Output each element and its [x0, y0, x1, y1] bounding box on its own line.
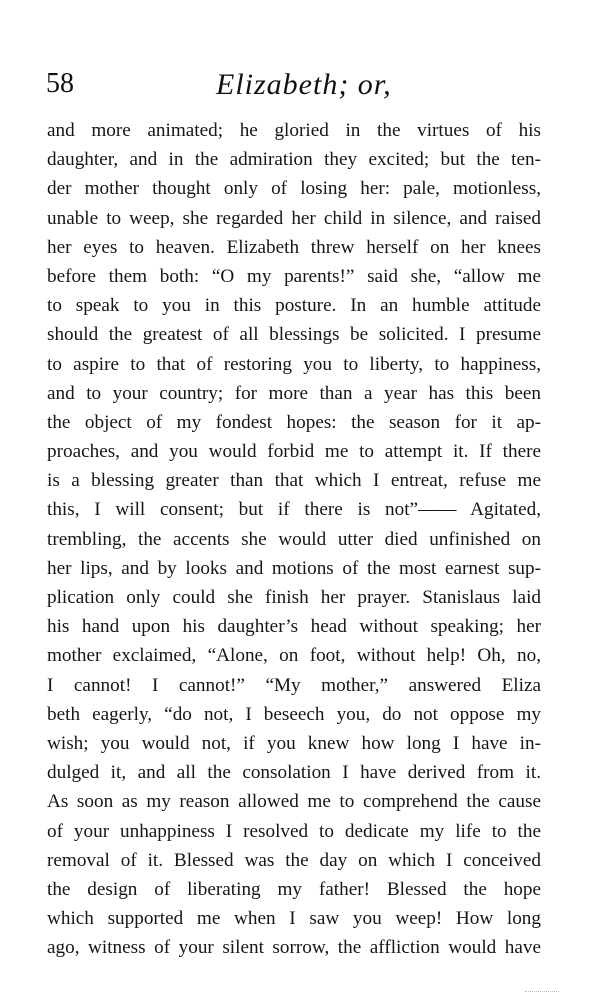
- text-line: trembling, the accents she would utter died unfinished on: [47, 528, 541, 550]
- text-line: removal of it. Blessed was the day on which I conceived: [47, 849, 541, 871]
- text-line: plication only could she finish her prayer. Stanislaus laid: [47, 587, 541, 608]
- text-line: ago, witness of your silent sorrow, the affliction would have: [47, 937, 541, 959]
- text-line: wish; you would not, if you knew how long I have in-: [47, 732, 541, 754]
- text-line: beth eagerly, “do not, I beseech you, do not oppose my: [47, 703, 541, 725]
- text-line: dulged it, and all the consolation I have derived from it.: [47, 762, 541, 784]
- text-line: is a blessing greater than that which I entreat, refuse me: [47, 470, 541, 492]
- text-line: to speak to you in this posture. In an humble attitude: [47, 295, 541, 317]
- text-line: and to your country; for more than a year has this been: [47, 382, 541, 404]
- body-text: [47, 116, 541, 962]
- text-line: her eyes to heaven. Elizabeth threw herself on her knees: [47, 236, 541, 258]
- text-line: the design of liberating my father! Blessed the hope: [47, 878, 541, 900]
- page-number: 58: [46, 68, 74, 99]
- text-line: As soon as my reason allowed me to comprehend the cause: [47, 791, 541, 813]
- text-line: daughter, and in the admiration they excited; but the ten-: [47, 149, 541, 171]
- running-title: Elizabeth; or,: [216, 68, 392, 101]
- text-line: I cannot! I cannot!” “My mother,” answered Eliza: [47, 674, 541, 696]
- text-line: this, I will consent; but if there is not”—— Agitated,: [47, 499, 541, 521]
- text-line: der mother thought only of losing her: pale, motionless,: [47, 178, 541, 200]
- text-line: the object of my fondest hopes: the season for it ap-: [47, 411, 541, 433]
- text-line: which supported me when I saw you weep! How long: [47, 908, 541, 930]
- text-line: should the greatest of all blessings be solicited. I presume: [47, 324, 541, 346]
- scan-mark: [525, 985, 559, 992]
- text-line: mother exclaimed, “Alone, on foot, without help! Oh, no,: [47, 645, 541, 667]
- text-line: her lips, and by looks and motions of the most earnest sup-: [47, 557, 541, 579]
- text-line: before them both: “O my parents!” said she, “allow me: [47, 265, 541, 287]
- text-line: to aspire to that of restoring you to liberty, to happiness,: [47, 353, 541, 375]
- text-line: of your unhappiness I resolved to dedicate my life to the: [47, 820, 541, 842]
- text-line: unable to weep, she regarded her child in silence, and raised: [47, 207, 541, 229]
- text-line: and more animated; he gloried in the virtues of his: [47, 120, 541, 141]
- text-line: his hand upon his daughter’s head without speaking; her: [47, 616, 541, 638]
- page-header: [46, 68, 543, 108]
- text-line: proaches, and you would forbid me to attempt it. If there: [47, 441, 541, 463]
